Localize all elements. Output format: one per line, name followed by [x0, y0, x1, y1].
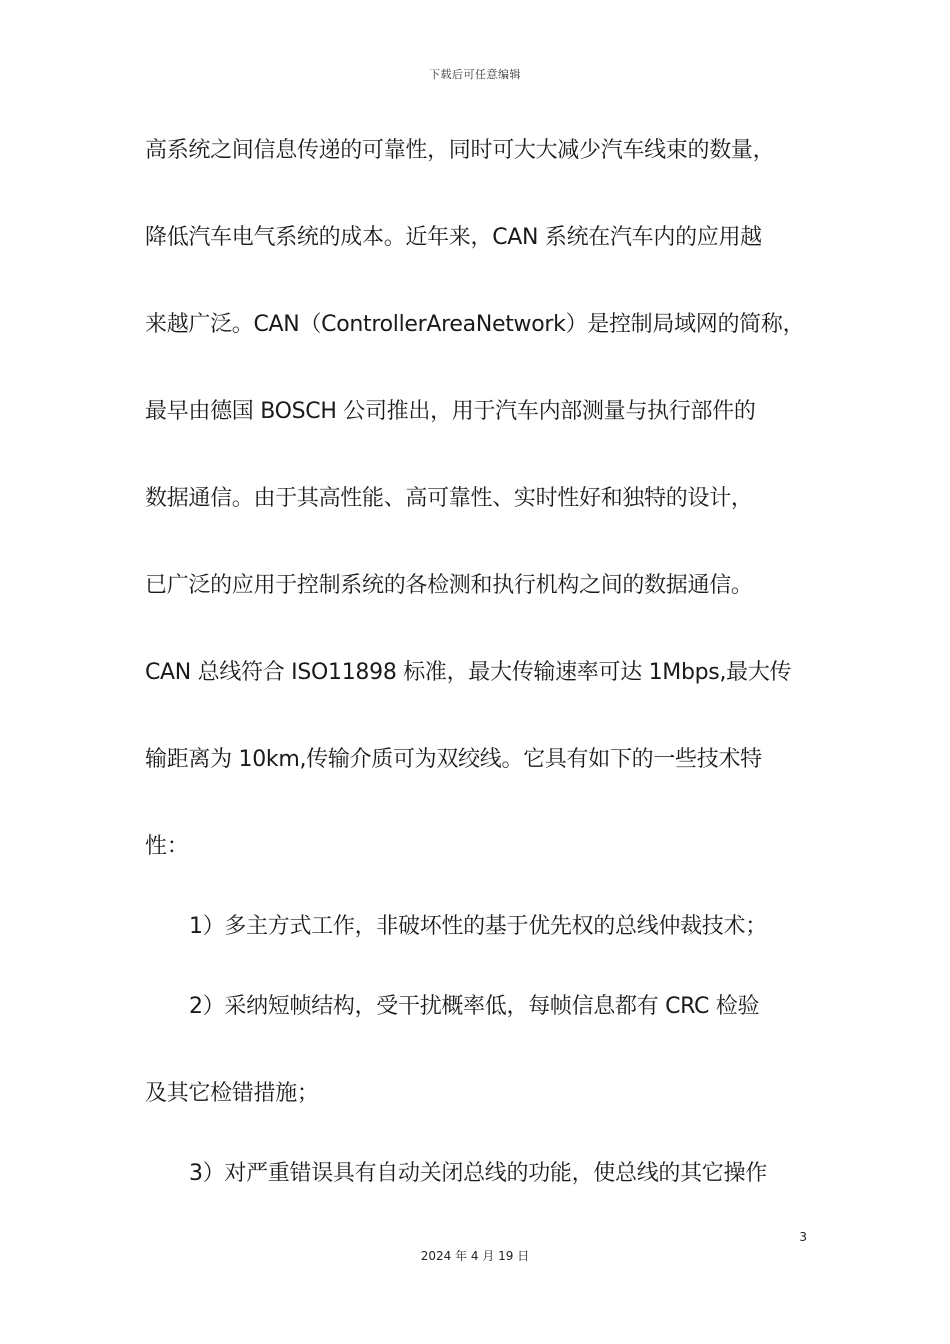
paragraph-line: 已广泛的应用于控制系统的各检测和执行机构之间的数据通信。	[145, 573, 753, 598]
page-header: 下载后可任意编辑	[429, 68, 521, 81]
page-number: 3	[799, 1230, 807, 1244]
list-item-2: 2）采纳短帧结构，受干扰概率低，每帧信息都有 CRC 检验	[189, 994, 760, 1019]
list-item-1: 1）多主方式工作，非破坏性的基于优先权的总线仲裁技术；	[189, 914, 767, 939]
list-item-2-continued: 及其它检错措施；	[145, 1081, 319, 1106]
list-item-3: 3）对严重错误具有自动关闭总线的功能，使总线的其它操作	[189, 1161, 767, 1186]
paragraph-line: 数据通信。由于其高性能、高可靠性、实时性好和独特的设计，	[145, 486, 753, 511]
paragraph-line: 来越广泛。CAN（ControllerAreaNetwork）是控制局域网的简称，	[145, 312, 805, 337]
body-text	[145, 127, 815, 1237]
paragraph-line: 性：	[145, 834, 189, 859]
paragraph-line: 降低汽车电气系统的成本。近年来，CAN 系统在汽车内的应用越	[145, 225, 762, 250]
paragraph-line: 最早由德国 BOSCH 公司推出，用于汽车内部测量与执行部件的	[145, 399, 756, 424]
paragraph-line: 输距离为 10km,传输介质可为双绞线。它具有如下的一些技术特	[145, 747, 762, 772]
paragraph-line: CAN 总线符合 ISO11898 标准，最大传输速率可达 1Mbps,最大传	[145, 660, 792, 685]
paragraph-line: 高系统之间信息传递的可靠性，同时可大大减少汽车线束的数量，	[145, 138, 775, 163]
footer-date: 2024 年 4 月 19 日	[420, 1249, 530, 1263]
